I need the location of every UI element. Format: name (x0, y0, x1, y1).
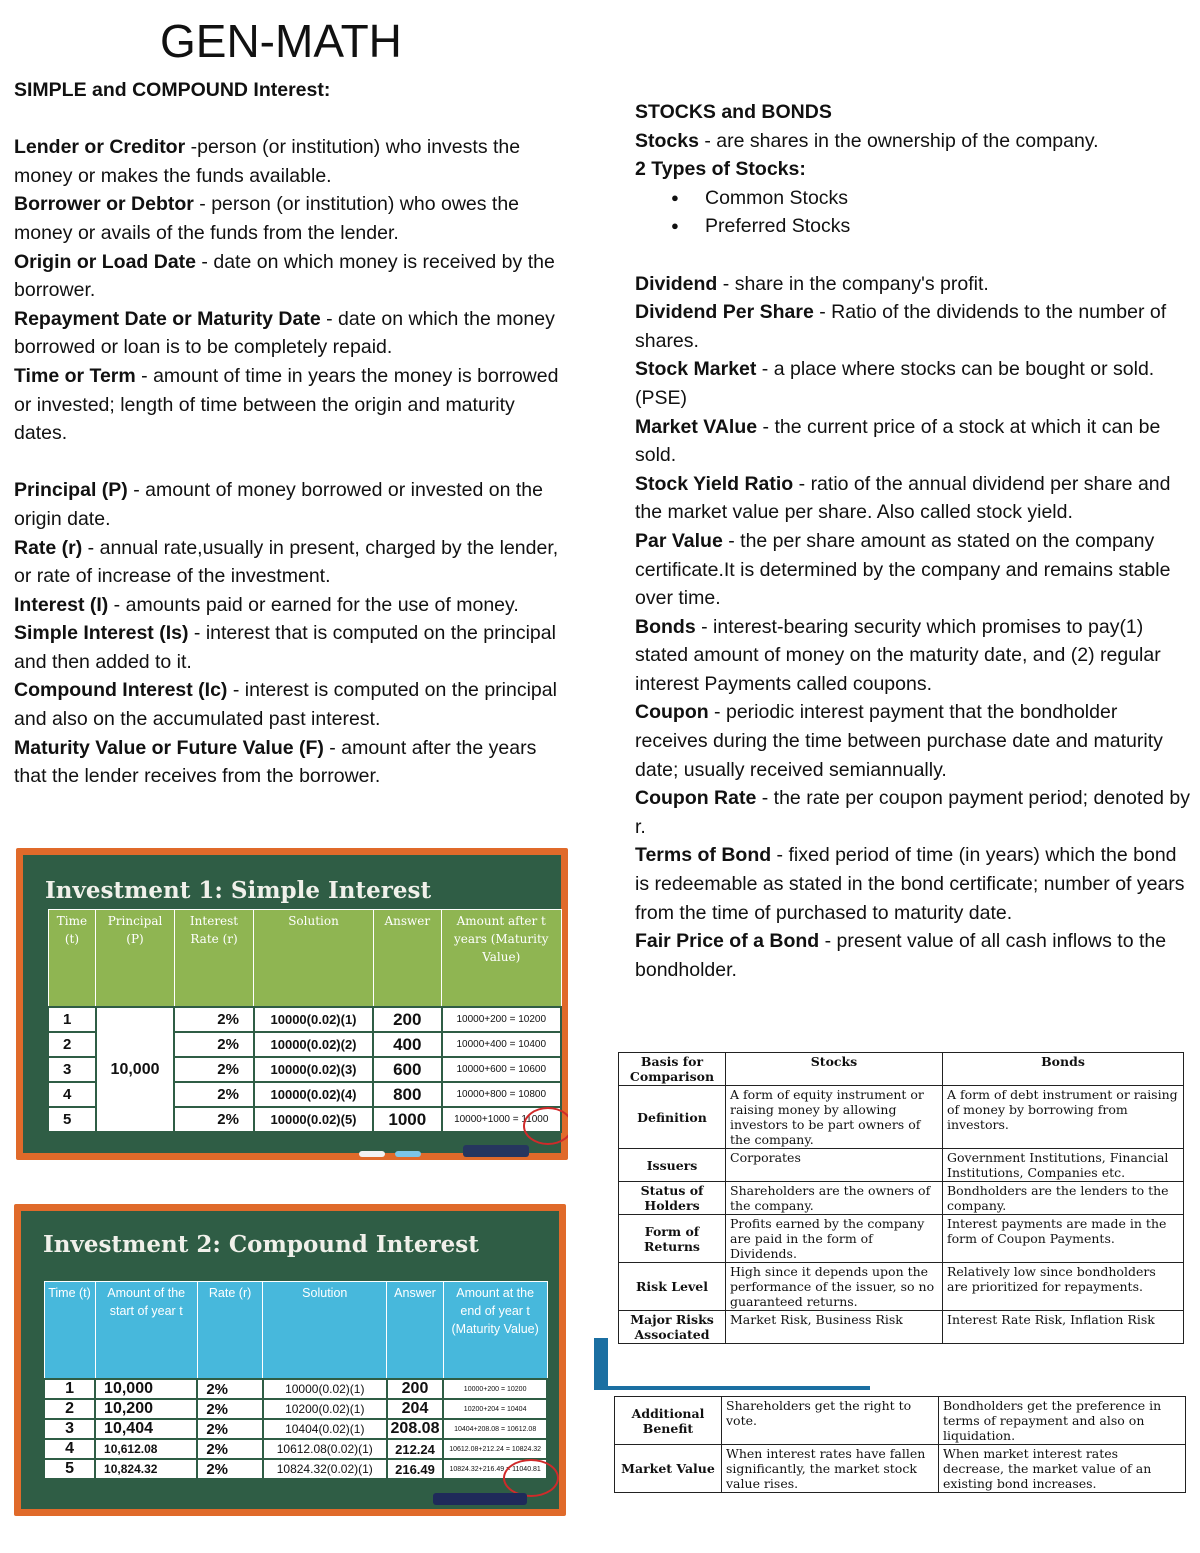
definition-text: fixed period of time (in years) which the bond is redeemable as stated in the bond certificate; number of years from the time of purchased to maturity date. (635, 844, 1185, 924)
highlight-circle (523, 1107, 568, 1145)
highlight-circle (503, 1459, 559, 1497)
cell-basis: Definition (619, 1086, 726, 1149)
definition-item (635, 298, 1190, 355)
column-header: Solution (254, 910, 373, 1008)
definition-item (635, 841, 1190, 927)
column-header: Rate (r) (197, 1282, 263, 1380)
table-row (619, 1263, 1184, 1311)
term: Dividend Per Share (635, 301, 814, 324)
cell-solution: 10000(0.02)(1) (254, 1007, 373, 1032)
cell-time: 5 (44, 1459, 95, 1479)
table-row (44, 1419, 547, 1439)
table-row (48, 1007, 561, 1032)
definition-text: amounts paid or earned for the use of money. (125, 593, 519, 616)
definition-item (14, 133, 569, 190)
cell-stocks: A form of equity instrument or raising money by allowing investors to be part owners of the company. (726, 1086, 943, 1149)
page-title: GEN-MATH (160, 15, 402, 67)
cell-answer: 800 (373, 1082, 441, 1107)
definitions-group-2 (14, 476, 569, 791)
table-row (44, 1379, 547, 1399)
definition-item (14, 362, 569, 448)
separator: - (135, 364, 154, 387)
decorative-tab (594, 1338, 608, 1388)
cell-rate: 2% (197, 1419, 263, 1439)
stocks-bonds-comparison-table (618, 1052, 1184, 1344)
chalkboard-simple-interest (16, 848, 568, 1160)
column-header: Amount at the end of year t (Maturity Value) (443, 1282, 547, 1380)
term: Borrower or Debtor (14, 193, 194, 216)
definition-text: interest-bearing security which promises to pay(1) stated amount of money on the maturity date, and (2) regular interest Payments called coupons. (635, 615, 1161, 695)
column-header: Amount after t years (Maturity Value) (442, 910, 562, 1008)
cell-bonds: Bondholders are the lenders to the company. (943, 1182, 1184, 1215)
definition-text: ratio of the annual dividend per share and the market value per share. Also called stock yield. (635, 472, 1171, 524)
cell-stocks: High since it depends upon the performance of the issuer, so no guaranteed returns. (726, 1263, 943, 1311)
cell-time: 3 (48, 1057, 96, 1082)
definitions-group-1 (14, 133, 569, 448)
cell-stocks: Shareholders get the right to vote. (722, 1397, 939, 1445)
definition-text: amount after the years that the lender receives from the borrower. (14, 736, 537, 788)
chalkboard-compound-interest (14, 1204, 566, 1516)
term: Time or Term (14, 364, 136, 387)
definition-item (14, 534, 569, 591)
definition-text: present value of all cash inflows to the bondholder. (635, 930, 1167, 981)
column-header: Principal (P) (96, 910, 174, 1008)
term: Fair Price of a Bond (635, 930, 820, 953)
cell-stocks: Corporates (726, 1149, 943, 1182)
separator: - (708, 701, 726, 724)
term: Coupon Rate (635, 787, 757, 810)
cell-solution: 10000(0.02)(5) (254, 1107, 373, 1132)
cell-time: 1 (44, 1379, 95, 1399)
definition-text: the rate per coupon payment period; denoted by r. (635, 787, 1190, 838)
cell-rate: 2% (197, 1379, 263, 1399)
definition-item (635, 613, 1190, 699)
term: Stock Yield Ratio (635, 472, 794, 495)
cell-amount: 10000+600 = 10600 (442, 1057, 562, 1082)
cell-basis: Status of Holders (619, 1182, 726, 1215)
cell-answer: 200 (387, 1379, 444, 1399)
separator: - (771, 844, 789, 867)
cell-time: 2 (44, 1399, 95, 1419)
cell-amount: 10000+400 = 10400 (442, 1032, 562, 1057)
cell-rate: 2% (197, 1399, 263, 1419)
cell-bonds: Bondholders get the preference in terms of repayment and also on liquidation. (939, 1397, 1186, 1445)
cell-solution: 10404(0.02)(1) (263, 1419, 387, 1439)
separator: - (756, 358, 774, 381)
definition-item (14, 676, 569, 733)
section-heading-interest: SIMPLE and COMPOUND Interest: (14, 79, 331, 101)
definition-text: periodic interest payment that the bondholder receives during the time between purchase date and maturity date; usually received semiannually. (635, 701, 1163, 781)
definition-text: the per share amount as stated on the company certificate.It is determined by the company and remains stable over time. (635, 529, 1171, 610)
column-header: Basis for Comparison (619, 1053, 726, 1086)
definition-item (635, 270, 1190, 299)
cell-amount: 10200+204 = 10404 (443, 1399, 547, 1419)
simple-interest-table (47, 909, 562, 1133)
column-header: Bonds (943, 1053, 1184, 1086)
table-row (615, 1445, 1186, 1493)
table-row (619, 1182, 1184, 1215)
decorative-bar (594, 1386, 870, 1390)
definition-item (14, 305, 569, 362)
cell-start: 10,200 (95, 1399, 197, 1419)
definition-item (635, 355, 1190, 412)
cell-bonds: Interest payments are made in the form of Coupon Payments. (943, 1215, 1184, 1263)
cell-rate: 2% (174, 1032, 254, 1057)
cell-stocks: Market Risk, Business Risk (726, 1311, 943, 1344)
definition-text: the current price of a stock at which it can be sold. (635, 415, 1161, 467)
separator: - (722, 529, 741, 552)
cell-principal: 10,000 (96, 1007, 174, 1132)
separator: - (127, 479, 146, 502)
chalk-piece (395, 1151, 421, 1157)
term: Maturity Value or Future Value (F) (14, 736, 324, 759)
definition-text: annual rate,usually in present, charged by the lender, or rate of increase of the investment. (14, 536, 559, 588)
cell-bonds: Government Institutions, Financial Institutions, Companies etc. (943, 1149, 1184, 1182)
term: Interest (I) (14, 593, 109, 616)
list-item: ● Preferred Stocks (705, 212, 1190, 241)
term: Market VAlue (635, 415, 758, 438)
types-heading: 2 Types of Stocks: (635, 158, 806, 181)
cell-rate: 2% (174, 1082, 254, 1107)
cell-basis: Major Risks Associated (619, 1311, 726, 1344)
cell-solution: 10000(0.02)(1) (263, 1379, 387, 1399)
separator: - (793, 472, 811, 495)
stocks-bonds-extra-table (614, 1396, 1186, 1493)
separator: - (320, 307, 339, 330)
term: Dividend (635, 272, 718, 295)
definition-item (635, 413, 1190, 470)
definition-text: person (or institution) who invests the money or makes the funds available. (14, 136, 521, 187)
eraser (433, 1493, 527, 1505)
definition-item (635, 784, 1190, 841)
cell-answer: 400 (373, 1032, 441, 1057)
term: Repayment Date or Maturity Date (14, 307, 321, 330)
cell-start: 10,404 (95, 1419, 197, 1439)
definition-text: interest that is computed on the principal and then added to it. (14, 622, 556, 673)
definition-item (635, 470, 1190, 527)
cell-answer: 1000 (373, 1107, 441, 1132)
separator: - (185, 136, 198, 159)
column-header: Stocks (726, 1053, 943, 1086)
compound-interest-table (43, 1281, 548, 1480)
chalk-piece (359, 1151, 385, 1157)
separator: - (188, 622, 206, 645)
separator: - (819, 930, 837, 953)
column-header: Answer (387, 1282, 444, 1380)
table-row (44, 1459, 547, 1479)
cell-bonds: A form of debt instrument or raising of money by borrowing from investors. (943, 1086, 1184, 1149)
definition-item (14, 619, 569, 676)
cell-amount: 10000+200 = 10200 (442, 1007, 562, 1032)
definition-item (14, 734, 569, 791)
cell-stocks: Shareholders are the owners of the company. (726, 1182, 943, 1215)
term: Coupon (635, 701, 709, 724)
cell-solution: 10000(0.02)(2) (254, 1032, 373, 1057)
cell-basis: Issuers (619, 1149, 726, 1182)
cell-amount: 10612.08+212.24 = 10824.32 (443, 1439, 547, 1459)
term: Compound Interest (Ic) (14, 679, 228, 702)
cell-answer: 212.24 (387, 1439, 444, 1459)
cell-basis: Form of Returns (619, 1215, 726, 1263)
definitions-group-stocks (635, 270, 1190, 985)
column-header: Time (t) (48, 910, 96, 1008)
definition-text: date on which the money borrowed or loan is to be completely repaid. (14, 307, 555, 359)
cell-solution: 10000(0.02)(4) (254, 1082, 373, 1107)
separator: - (813, 301, 832, 324)
separator: - (717, 272, 735, 295)
separator: - (193, 193, 212, 216)
definition-text: a place where stocks can be bought or sold.(PSE) (635, 358, 1155, 409)
definition-text: date on which money is received by the borrower. (14, 250, 555, 302)
definition-text: share in the company's profit. (734, 272, 989, 295)
table-row (615, 1397, 1186, 1445)
table-row (619, 1149, 1184, 1182)
left-column (14, 76, 569, 791)
definition-stocks: Stocks - are shares in the ownership of the company. (635, 129, 1099, 152)
term: Terms of Bond (635, 844, 772, 867)
cell-bonds: Relatively low since bondholders are prioritized for repayments. (943, 1263, 1184, 1311)
cell-bonds: When market interest rates decrease, the market value of an existing bond increases. (939, 1445, 1186, 1493)
cell-time: 4 (48, 1082, 96, 1107)
definition-item (635, 927, 1190, 984)
board-title: Investment 2: Compound Interest (43, 1231, 479, 1258)
cell-start: 10,824.32 (95, 1459, 197, 1479)
cell-time: 4 (44, 1439, 95, 1459)
separator: - (82, 536, 100, 559)
term: Stock Market (635, 358, 757, 381)
board-title: Investment 1: Simple Interest (45, 877, 432, 904)
table-row (619, 1215, 1184, 1263)
column-header: Time (t) (44, 1282, 95, 1380)
table-row (44, 1399, 547, 1419)
term: Lender or Creditor (14, 136, 186, 159)
stock-types-list (635, 184, 1190, 241)
separator: - (196, 250, 214, 273)
column-header: Answer (373, 910, 441, 1008)
cell-amount: 10000+200 = 10200 (443, 1379, 547, 1399)
separator: - (323, 736, 342, 759)
column-header: Amount of the start of year t (95, 1282, 197, 1380)
column-header: Solution (263, 1282, 387, 1380)
table-row (619, 1311, 1184, 1344)
table-row (619, 1086, 1184, 1149)
definition-item (14, 476, 569, 533)
cell-bonds: Interest Rate Risk, Inflation Risk (943, 1311, 1184, 1344)
cell-rate: 2% (174, 1107, 254, 1132)
cell-time: 1 (48, 1007, 96, 1032)
cell-answer: 208.08 (387, 1419, 444, 1439)
cell-time: 2 (48, 1032, 96, 1057)
term: Rate (r) (14, 536, 83, 559)
term: Simple Interest (Is) (14, 622, 189, 645)
list-item: ● Common Stocks (705, 184, 1190, 213)
cell-amount: 10404+208.08 = 10612.08 (443, 1419, 547, 1439)
cell-answer: 204 (387, 1399, 444, 1419)
cell-stocks: When interest rates have fallen significantly, the market stock value rises. (722, 1445, 939, 1493)
cell-rate: 2% (174, 1007, 254, 1032)
definition-text: interest is computed on the principal and also on the accumulated past interest. (14, 679, 557, 731)
cell-answer: 200 (373, 1007, 441, 1032)
cell-amount: 10000+1000 = 11000 (442, 1107, 562, 1132)
definition-text: person (or institution) who owes the money or avails of the funds from the lender. (14, 193, 520, 244)
cell-amount: 10824.32+216.49 = 11040.81 (443, 1459, 547, 1479)
separator: - (695, 615, 714, 638)
definition-item (14, 190, 569, 247)
right-column (635, 98, 1190, 984)
separator: - (227, 679, 245, 702)
eraser (463, 1145, 529, 1157)
definition-item (14, 591, 569, 620)
cell-rate: 2% (174, 1057, 254, 1082)
definition-text: Ratio of the dividends to the number of shares. (635, 301, 1167, 352)
column-header: Interest Rate (r) (174, 910, 254, 1008)
cell-solution: 10200(0.02)(1) (263, 1399, 387, 1419)
definition-item (635, 527, 1190, 613)
cell-rate: 2% (197, 1459, 263, 1479)
cell-amount: 10000+800 = 10800 (442, 1082, 562, 1107)
definition-item (14, 248, 569, 305)
cell-rate: 2% (197, 1439, 263, 1459)
cell-basis: Risk Level (619, 1263, 726, 1311)
cell-answer: 216.49 (387, 1459, 444, 1479)
cell-time: 5 (48, 1107, 96, 1132)
term: Principal (P) (14, 479, 128, 502)
cell-start: 10,000 (95, 1379, 197, 1399)
cell-basis: Additional Benefit (615, 1397, 722, 1445)
term: Par Value (635, 529, 723, 552)
table-row (44, 1439, 547, 1459)
cell-basis: Market Value (615, 1445, 722, 1493)
separator: - (756, 787, 774, 810)
term: Bonds (635, 615, 696, 638)
definition-text: amount of money borrowed or invested on the origin date. (14, 479, 543, 530)
cell-solution: 10824.32(0.02)(1) (263, 1459, 387, 1479)
term: Origin or Load Date (14, 250, 197, 273)
separator: - (108, 593, 126, 616)
cell-solution: 10612.08(0.02)(1) (263, 1439, 387, 1459)
definition-item (635, 698, 1190, 784)
definition-text: amount of time in years the money is borrowed or invested; length of time between the origin and maturity dates. (14, 364, 559, 445)
section-heading-stocks-bonds: STOCKS and BONDS (635, 101, 832, 123)
cell-answer: 600 (373, 1057, 441, 1082)
cell-solution: 10000(0.02)(3) (254, 1057, 373, 1082)
cell-time: 3 (44, 1419, 95, 1439)
cell-start: 10,612.08 (95, 1439, 197, 1459)
cell-stocks: Profits earned by the company are paid in the form of Dividends. (726, 1215, 943, 1263)
separator: - (757, 415, 775, 438)
